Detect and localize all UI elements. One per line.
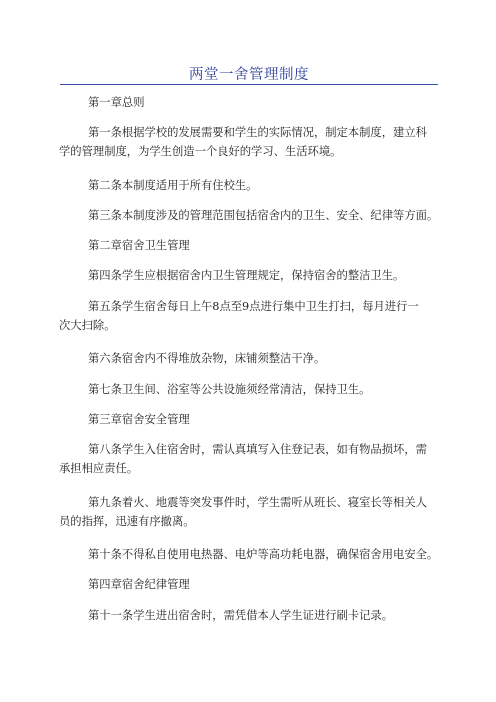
paragraph-line: 第三条本制度涉及的管理范围包括宿舍内的卫生、安全、纪律等方面。: [88, 209, 439, 222]
paragraph-line: 学的管理制度，为学生创造一个良好的学习、生活环境。: [59, 145, 342, 158]
article-11: [59, 606, 441, 625]
paragraph-line: 次大扫除。: [59, 319, 116, 332]
document-title: 两堂一舍管理制度: [189, 67, 309, 83]
chapter-heading-4: [59, 575, 441, 594]
title-underline: [60, 84, 438, 85]
paragraph-line: 员的指挥，迅速有序撤离。: [59, 515, 195, 528]
paragraph-line: 承担相应责任。: [59, 462, 139, 475]
paragraph-line: 第二条本制度适用于所有住校生。: [88, 179, 258, 192]
paragraph-line: 第八条学生入住宿舍时，需认真填写入住登记表，如有物品损坏，需: [88, 443, 427, 456]
chapter-heading-3: [59, 410, 441, 429]
paragraph-line: 第六条宿舍内不得堆放杂物，床铺须整洁干净。: [88, 352, 326, 365]
paragraph-line: 第一条根据学校的发展需要和学生的实际情况，制定本制度，建立科: [88, 126, 427, 139]
chapter-heading-2: [59, 236, 441, 255]
paragraph-line: 第一章总则: [88, 96, 145, 109]
paragraph-line: 第四章宿舍纪律管理: [88, 578, 190, 591]
chapter-heading-1: [59, 93, 441, 112]
paragraph-line: 第二章宿舍卫生管理: [88, 239, 190, 252]
article-4: [59, 266, 441, 285]
article-7: [59, 380, 441, 399]
paragraph-line: 第四条学生应根据宿舍内卫生管理规定，保持宿舍的整洁卫生。: [88, 269, 405, 282]
article-8: [59, 440, 441, 478]
article-10: [59, 545, 441, 564]
paragraph-line: 第五条学生宿舍每日上午8点至9点进行集中卫生打扫，每月进行一: [88, 300, 419, 313]
article-1: [59, 123, 441, 161]
paragraph-line: 第九条着火、地震等突发事件时，学生需听从班长、寝室长等相关人: [88, 496, 427, 509]
paragraph-line: 第七条卫生间、浴室等公共设施须经常清洁，保持卫生。: [88, 383, 371, 396]
article-3: [59, 206, 441, 225]
paragraph-line: 第十条不得私自使用电热器、电炉等高功耗电器，确保宿舍用电安全。: [88, 548, 439, 561]
article-6: [59, 349, 441, 368]
article-9: [59, 493, 441, 531]
article-5: [59, 297, 441, 335]
paragraph-line: 第三章宿舍安全管理: [88, 413, 190, 426]
paragraph-line: 第十一条学生进出宿舍时，需凭借本人学生证进行刷卡记录。: [88, 609, 394, 622]
article-2: [59, 176, 441, 195]
